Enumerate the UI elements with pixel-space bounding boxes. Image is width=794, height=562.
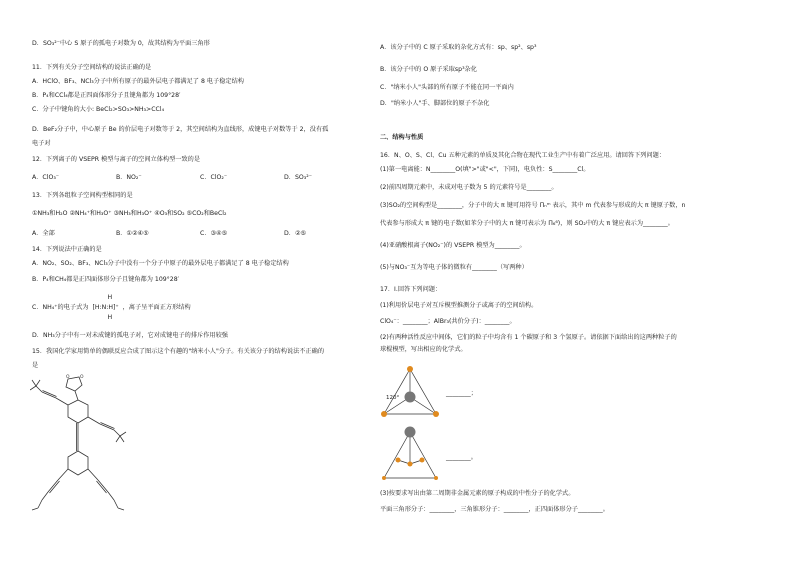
q11-option-d-line2: 电子对 — [32, 140, 51, 147]
hydrogen-atom — [433, 411, 439, 417]
q16-part3-line2: 代表参与形成大 π 键的电子数(如苯分子中的大 π 键可表示为 Π₆⁶)，则 SO₂中的大 π 键应表示为________。 — [380, 220, 674, 227]
formula-h-top: H — [107, 294, 113, 301]
ball-stick-model-pyramidal — [378, 424, 442, 484]
lower-benzene-ring — [68, 451, 88, 475]
ball-stick-model-planar — [378, 364, 442, 422]
q14-stem: 14．下列说法中正确的是 — [32, 246, 102, 253]
q11-option-d-line1: D．BeF₂分子中，中心原子 Be 的价层电子对数等于 2，其空间结构为直线形，成键电子对数等于 2，没有孤 — [32, 126, 329, 133]
hydrogen-atom — [396, 458, 401, 463]
neck-bond — [75, 391, 78, 400]
q17-part2-line2: 球棍模型，写出相应的化学式。 — [380, 346, 467, 353]
bond-angle-label: 120° — [386, 395, 400, 401]
q15-option-a: A．该分子中的 C 原子采取的杂化方式有：sp、sp²、sp³ — [380, 44, 537, 51]
q15-option-b: B．该分子中的 O 原子采取sp³杂化 — [380, 66, 477, 73]
q17-part2-line1: (2)有两种活性反应中间体，它们的粒子中均含有 1 个碳原子和 3 个氢原子。请依据下面给出的这两种粒子的 — [380, 334, 677, 341]
q12-stem: 12．下列离子的 VSEPR 模型与离子的空间立体构型一致的是 — [32, 156, 201, 163]
hydrogen-atom — [381, 411, 387, 417]
q12-option-a: A．ClO₃⁻ — [32, 174, 60, 181]
q17-part3-blanks: 平面三角形分子：________，三角锥形分子：________，正四面体形分子________。 — [380, 506, 609, 513]
q13-items: ①NH₃和H₂O ②NH₄⁺和H₃O⁺ ③NH₃和H₃O⁺ ④O₃和SO₂ ⑤CO₂和BeCl₂ — [32, 210, 227, 217]
q13-option-c: C．③④⑤ — [200, 230, 228, 237]
q15-option-d: D．"纳米小人"手、脚部位的原子不杂化 — [380, 100, 490, 107]
hydrogen-atom — [382, 476, 386, 480]
q12-option-b: B．NO₂⁻ — [116, 174, 142, 181]
q14-option-c-prefix: C．NH₄⁺的电子式为 — [32, 304, 89, 311]
q13-option-a: A．全部 — [32, 230, 55, 237]
figure2-answer-blank: ________。 — [446, 454, 477, 461]
q13-stem: 13．下列各组粒子空间构型相同的是 — [32, 192, 133, 199]
q16-stem: 16．N、O、S、Cl、Cu 五种元素的单质及其化合物在现代工业生产中有着广泛应用。请回答下列问题： — [380, 152, 666, 159]
hydrogen-atom — [408, 462, 413, 467]
q11-option-c: C．分子中键角的大小: BeCl₂>SO₃>NH₃>CCl₄ — [32, 106, 165, 113]
oxygen-label-1: O — [66, 375, 70, 380]
q16-part3-line1: (3)SO₂的空间构型是________，分子中的大 π 键可用符号 Πₙᵐ 表示，其中 m 代表参与形成的大 π 键原子数，n — [380, 202, 686, 209]
hydrogen-atom — [434, 476, 438, 480]
q10-option-d: D．SO₃²⁻中心 S 原子的孤电子对数为 0，故其结构为平面三角形 — [32, 40, 210, 47]
q14-option-c — [32, 294, 191, 321]
q11-option-a: A．HClO、BF₃、NCl₃分子中所有原子的最外层电子都满足了 8 电子稳定结构 — [32, 78, 244, 85]
ammonium-electron-formula — [90, 294, 120, 321]
q12-option-d: D．SO₃²⁻ — [284, 174, 312, 181]
q15-stem-line1: 15．我国化学家用简单的偶联反应合成了图示这个有趣的"纳米小人"分子。有关该分子的结构说法不正确的 — [32, 348, 325, 355]
q14-option-a: A．NO₂、SO₂、BF₃、NCl₃分子中没有一个分子中原子的最外层电子都满足了 8 电子稳定结构 — [32, 260, 289, 267]
q14-option-b: B．P₄和CH₄都是正四面体形分子且键角都为 109°28′ — [32, 276, 180, 283]
q15-option-c: C．"纳米小人"头部的所有原子不能在同一平面内 — [380, 84, 514, 91]
nanoputian-molecule-figure — [30, 372, 150, 512]
figure1-answer-blank: ________； — [446, 390, 477, 397]
hydrogen-atom — [407, 366, 413, 372]
oxygen-label-2: O — [80, 375, 84, 380]
upper-benzene-ring — [68, 400, 88, 423]
q16-part2: (2)前四周期元素中，未成对电子数为 5 的元素符号是________。 — [380, 184, 558, 191]
q15-stem-line2: 是 — [32, 362, 39, 369]
q11-option-b: B．P₄和CCl₄都是正四面体形分子且键角都为 109°28′ — [32, 92, 181, 99]
q17-part1: (1)利用价层电子对互斥模型推测分子或离子的空间结构。 — [380, 302, 538, 309]
q13-option-b: B．①②④⑤ — [116, 230, 149, 237]
q17-part3: (3)按要求写出由第二周期非金属元素的原子构成的中性分子的化学式。 — [380, 490, 575, 497]
q14-option-d: D．NH₃分子中有一对未成键的孤电子对，它对成键电子的排斥作用较强 — [32, 332, 228, 339]
formula-main: [H:N:H]⁺ — [92, 304, 119, 311]
carbon-atom — [405, 392, 416, 403]
carbon-atom — [405, 427, 416, 438]
q16-part1: (1)第一电离能：N________O(填">"或"<"，下同)，电负性：S________Cl。 — [380, 166, 590, 173]
q16-part5: (5)与NO₃⁻互为等电子体的微粒有________（写两种） — [380, 264, 528, 271]
q12-option-c: C．ClO₂⁻ — [200, 174, 228, 181]
q17-stem: 17．I.回答下列问题： — [380, 286, 442, 293]
q17-part1-blanks: ClO₄⁻：________；AlBr₃(共价分子)：________。 — [380, 318, 516, 325]
formula-h-bottom: H — [107, 314, 113, 321]
q16-part4: (4)亚硝酸根离子(NO₂⁻)的 VSEPR 模型为________。 — [380, 242, 526, 249]
q14-option-c-suffix: ，离子呈平面正方形结构 — [122, 304, 191, 311]
q13-option-d: D．②⑤ — [284, 230, 307, 237]
hydrogen-atom — [420, 458, 425, 463]
section-heading: 二、结构与性质 — [380, 134, 424, 141]
q11-stem: 11．下列有关分子空间结构的说法正确的是 — [32, 64, 152, 71]
